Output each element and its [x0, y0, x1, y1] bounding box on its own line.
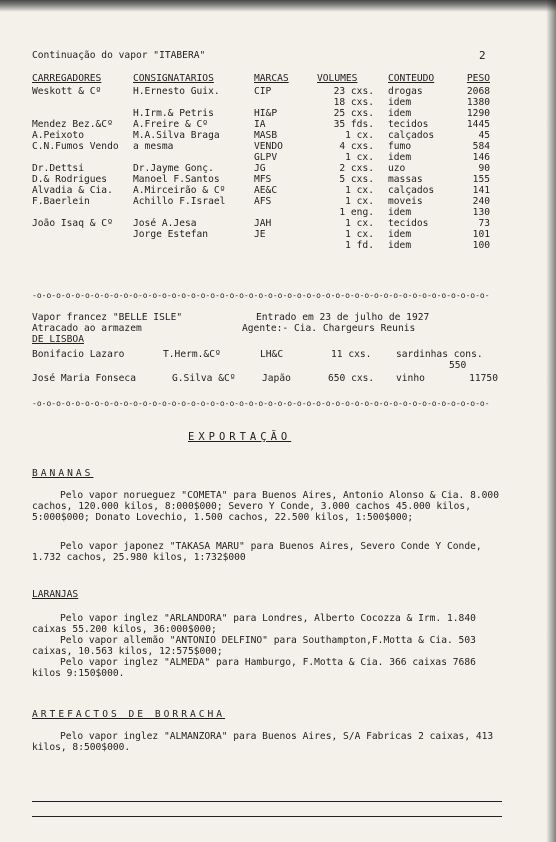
row-shipper: Dr.Dettsi — [32, 163, 84, 174]
subsection-heading-borracha: ARTEFACTOS DE BORRACHA — [32, 709, 226, 720]
laranjas-paragraph-3: Pelo vapor inglez "ALMEDA" para Hamburgo, F.Motta & Cia. 366 caixas 7686 kilos 9:150$000. — [32, 657, 476, 679]
row-consignee: H.Ernesto Guix. — [133, 86, 220, 97]
row-weight: 141 — [472, 185, 490, 196]
row-shipper: João Isaq & Cº — [32, 218, 113, 229]
table-row — [32, 218, 502, 229]
row-consignee: Manoel F.Santos — [133, 174, 220, 185]
row-mark: AFS — [254, 196, 272, 207]
column-header-consignees: CONSIGNATARIOS — [133, 73, 214, 84]
row-contents: vinho — [396, 373, 425, 384]
column-header-row — [32, 73, 502, 84]
row-weight: 101 — [472, 229, 490, 240]
row-shipper: Weskott & Cº — [32, 86, 102, 97]
row-consignee: José A.Jesa — [133, 218, 197, 229]
table-row — [32, 240, 502, 251]
vessel-name: Vapor francez "BELLE ISLE" — [32, 312, 183, 323]
row-volumes: 1 eng. — [339, 207, 374, 218]
row-contents: drogas — [388, 86, 423, 97]
row-shipper: D.& Rodrigues — [32, 174, 108, 185]
row-consignee: Achillo F.Israel — [133, 196, 226, 207]
row-weight: 155 — [472, 174, 490, 185]
table-row — [32, 207, 502, 218]
table-row — [32, 152, 502, 163]
laranjas-paragraph-2: Pelo vapor allemão "ANTONIO DELFINO" para Southampton,F.Motta & Cia. 503 caixas, 10.563 kilos, 12:575$000; — [32, 635, 476, 657]
row-contents: idem — [388, 152, 412, 163]
row-weight: 146 — [472, 152, 490, 163]
vessel-entry-date: Entrado em 23 de julho de 1927 — [256, 312, 430, 323]
borracha-paragraph-1: Pelo vapor inglez "ALMANZORA" para Buenos Aires, S/A Fabricas 2 caixas, 413 kilos, 8:500$000. — [32, 731, 494, 753]
row-mark: IA — [254, 119, 266, 130]
row-mark: JE — [254, 229, 266, 240]
subsection-heading-bananas: BANANAS — [32, 468, 94, 479]
row-shipper: Mendez Bez.&Cº — [32, 119, 113, 130]
bottom-rule — [32, 816, 502, 817]
column-header-weight: PESO — [466, 73, 490, 84]
row-volumes: 5 cxs. — [339, 174, 374, 185]
row-weight: 240 — [472, 196, 490, 207]
bananas-paragraph-2: Pelo vapor japonez "TAKASA MARU" para Buenos Aires, Severo Conde Y Conde, 1.732 cachos, 25.980 kilos, 1:732$000 — [32, 541, 482, 563]
separator-line: -o-o-o-o-o-o-o-o-o-o-o-o-o-o-o-o-o-o-o-o-o-o-o-o-o-o-o-o-o-o-o-o-o-o-o-o-o-o-o-o-o-o-o-o-o-o-o- — [32, 399, 490, 408]
row-shipper: José Maria Fonseca — [32, 373, 136, 384]
row-consignee: Jorge Estefan — [133, 229, 209, 240]
laranjas-paragraph-1: Pelo vapor inglez "ARLANDORA" para Londres, Alberto Cocozza & Irm. 1.840 caixas 55.200 kilos, 36:000$000; — [32, 613, 476, 635]
row-mark: VENDO — [254, 141, 283, 152]
row-mark: LH&C — [260, 349, 284, 360]
row-consignee: G.Silva &Cº — [172, 373, 236, 384]
table-row — [32, 174, 502, 185]
row-contents: sardinhas cons. — [396, 349, 483, 360]
row-consignee: a mesma — [133, 141, 174, 152]
row-consignee: A.Mirceirão & Cº — [133, 185, 226, 196]
column-header-volumes: VOLUMES — [317, 73, 358, 84]
row-weight: 90 — [478, 163, 490, 174]
row-volumes: 1 cx. — [345, 229, 374, 240]
vessel-agent: Agente:- Cia. Chargeurs Reunis — [242, 323, 416, 334]
row-weight: 584 — [472, 141, 490, 152]
row-consignee: M.A.Silva Braga — [133, 130, 220, 141]
row-weight: 11750 — [469, 373, 498, 384]
row-weight: 1290 — [466, 108, 490, 119]
row-volumes: 18 cxs. — [333, 97, 374, 108]
table-row — [32, 86, 502, 97]
row-volumes: 11 cxs. — [331, 349, 372, 360]
row-mark: MFS — [254, 174, 272, 185]
row-volumes: 1 cx. — [345, 185, 374, 196]
row-contents: massas — [388, 174, 423, 185]
subsection-heading-laranjas: LARANJAS — [32, 589, 79, 600]
table-row — [32, 141, 502, 152]
row-volumes: 1 cx. — [345, 152, 374, 163]
page-number: 2 — [479, 49, 486, 62]
vessel-origin: DE LISBOA — [32, 334, 84, 345]
row-volumes: 23 cxs. — [333, 86, 374, 97]
row-volumes: 650 cxs. — [328, 373, 375, 384]
bananas-paragraph-1: Pelo vapor norueguez "COMETA" para Buenos Aires, Antonio Alonso & Cia. 8.000 cachos, 120.000 kilos, 8:000$000; Severo Y Conde, 3.000 cachos 45.000 kilos, 5:000$000; Donato Lovechio, 1.500 cachos, 22.500 kilos, 1:500$000; — [32, 490, 499, 523]
row-weight: 2068 — [466, 86, 490, 97]
bottom-rule — [32, 801, 502, 802]
scan-top-edge — [0, 0, 556, 12]
row-mark: CIP — [254, 86, 272, 97]
row-volumes: 1 cx. — [345, 218, 374, 229]
row-contents: tecidos — [388, 218, 429, 229]
table-row — [32, 130, 502, 141]
row-contents: calçados — [388, 130, 435, 141]
table-row — [32, 185, 502, 196]
row-contents: idem — [388, 207, 412, 218]
table-row — [32, 229, 502, 240]
row-volumes: 1 fd. — [345, 240, 374, 251]
row-weight: 100 — [472, 240, 490, 251]
row-consignee: H.Irm.& Petris — [133, 108, 214, 119]
row-contents: idem — [388, 229, 412, 240]
row-contents: calçados — [388, 185, 435, 196]
row-shipper: Alvadia & Cia. — [32, 185, 113, 196]
row-weight: 550 — [449, 360, 467, 371]
column-header-contents: CONTEUDO — [388, 73, 435, 84]
row-weight: 130 — [472, 207, 490, 218]
row-volumes: 2 cxs. — [339, 163, 374, 174]
row-consignee: T.Herm.&Cº — [163, 349, 221, 360]
scan-right-edge — [546, 0, 556, 842]
row-consignee: A.Freire & Cº — [133, 119, 209, 130]
row-mark: AE&C — [254, 185, 278, 196]
row-volumes: 35 fds. — [333, 119, 374, 130]
row-contents: moveis — [388, 196, 423, 207]
row-contents: idem — [388, 108, 412, 119]
row-volumes: 1 cx. — [345, 196, 374, 207]
row-consignee: Dr.Jayme Gonç. — [133, 163, 214, 174]
column-header-shippers: CARREGADORES — [32, 73, 102, 84]
row-mark: HI&P — [254, 108, 278, 119]
row-volumes: 4 cxs. — [339, 141, 374, 152]
row-contents: idem — [388, 97, 412, 108]
row-contents: fumo — [388, 141, 412, 152]
column-header-marks: MARCAS — [254, 73, 289, 84]
table-row — [32, 119, 502, 130]
vessel-berth: Atracado ao armazem — [32, 323, 142, 334]
row-weight: 73 — [478, 218, 490, 229]
row-mark: GLPV — [254, 152, 278, 163]
table-row — [32, 349, 502, 360]
row-shipper: A.Peixoto — [32, 130, 84, 141]
row-contents: tecidos — [388, 119, 429, 130]
table-row — [32, 97, 502, 108]
row-weight: 1380 — [466, 97, 490, 108]
row-shipper: Bonifacio Lazaro — [32, 349, 125, 360]
table-row — [32, 108, 502, 119]
row-weight: 45 — [478, 130, 490, 141]
section-heading-export: EXPORTAÇÃO — [188, 431, 292, 443]
row-shipper: F.Baerlein — [32, 196, 90, 207]
row-contents: idem — [388, 240, 412, 251]
table-row — [32, 196, 502, 207]
row-mark: Japão — [262, 373, 291, 384]
separator-line: -o-o-o-o-o-o-o-o-o-o-o-o-o-o-o-o-o-o-o-o-o-o-o-o-o-o-o-o-o-o-o-o-o-o-o-o-o-o-o-o-o-o-o-o-o-o-o- — [32, 291, 490, 300]
row-mark: JAH — [254, 218, 272, 229]
table-row — [32, 163, 502, 174]
row-mark: JG — [254, 163, 266, 174]
row-volumes: 25 cxs. — [333, 108, 374, 119]
row-weight: 1445 — [466, 119, 490, 130]
row-shipper: C.N.Fumos Vendo — [32, 141, 119, 152]
row-mark: MASB — [254, 130, 278, 141]
row-contents: uzo — [388, 163, 406, 174]
table-row — [32, 373, 502, 384]
row-volumes: 1 cx. — [345, 130, 374, 141]
page-heading: Continuação do vapor "ITABERA" — [32, 50, 206, 61]
